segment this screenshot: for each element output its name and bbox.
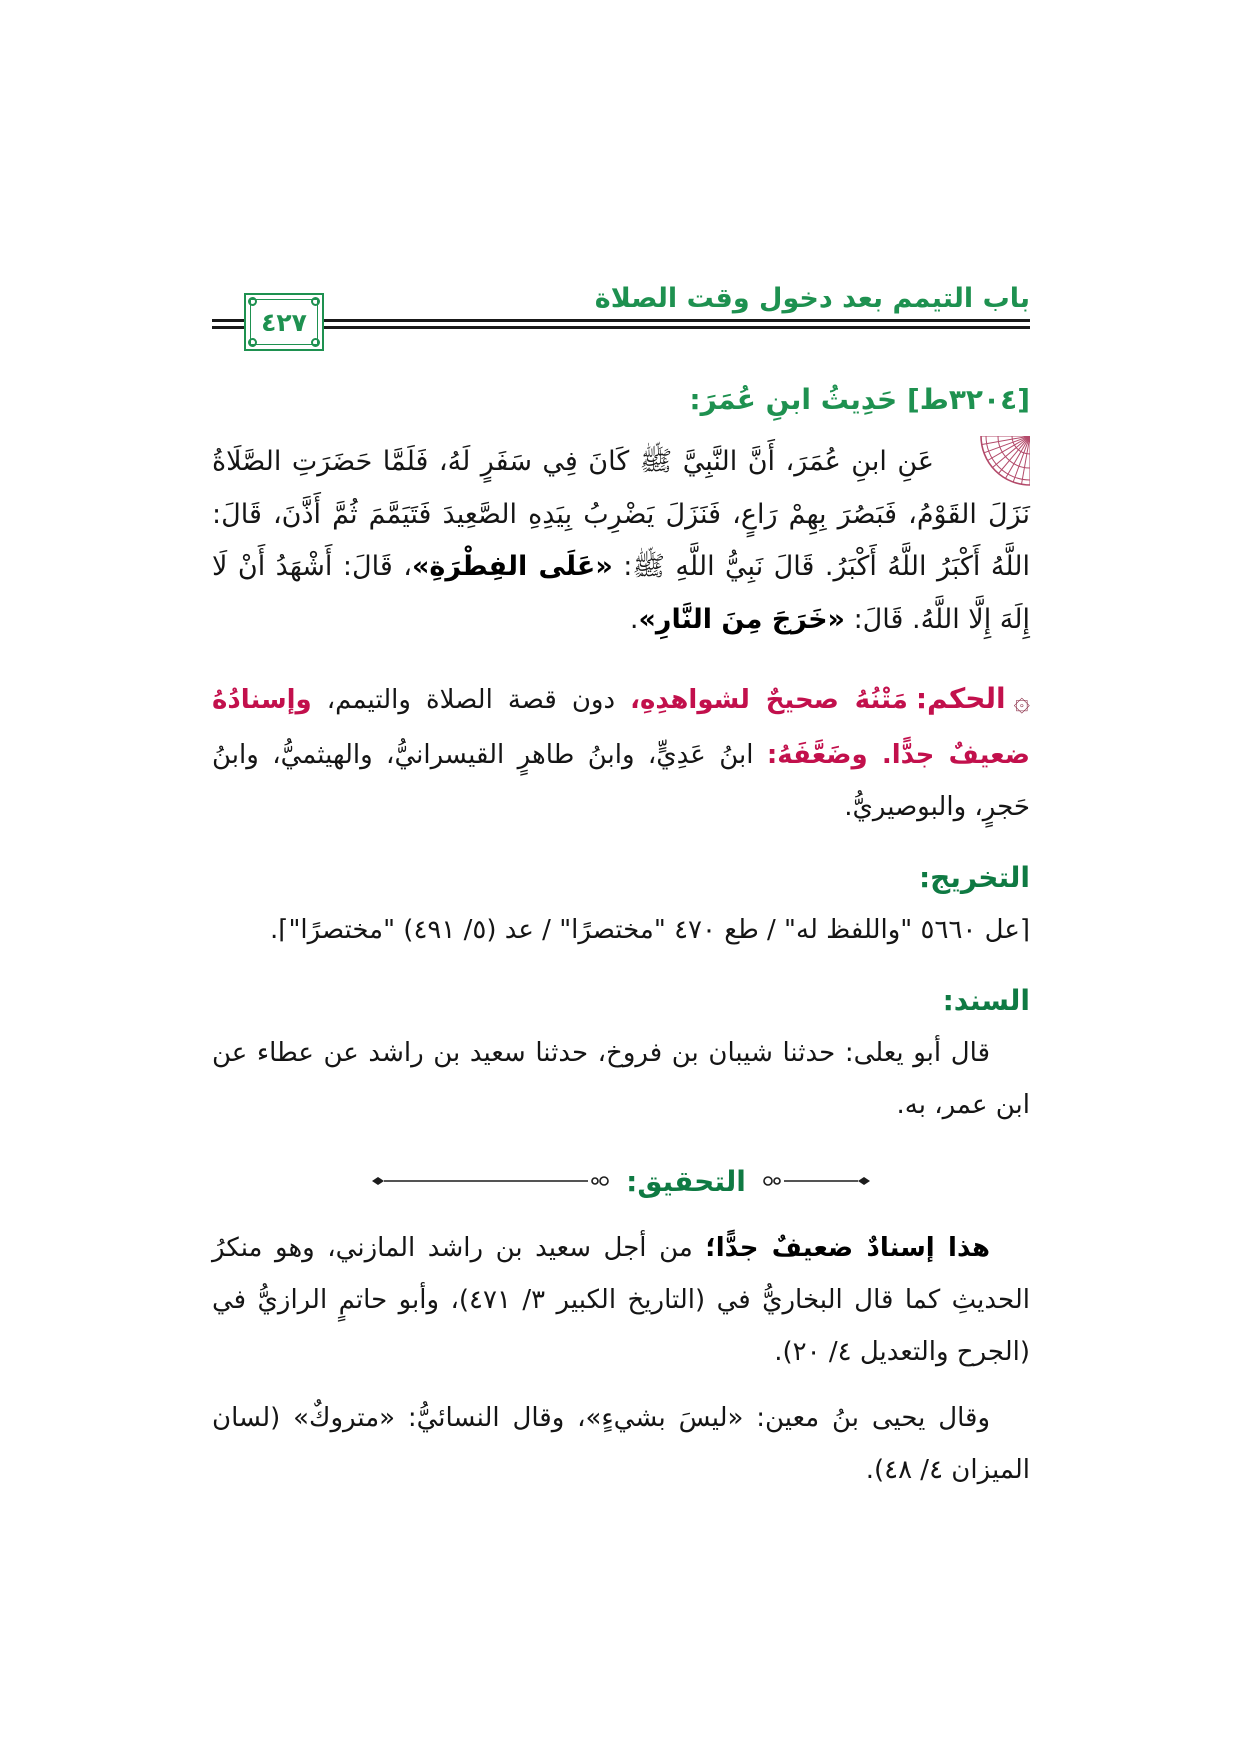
page-content [212, 283, 1030, 1496]
hadith-text-part: . [629, 603, 639, 635]
rosette-icon: ۞ [1013, 683, 1030, 717]
hadith-text-part: عَنِ ابنِ عُمَرَ، أَنَّ النَّبِيَّ ﷺ كَانَ فِي سَفَرٍ لَهُ، فَلَمَّا حَضَرَتِ الصَّلَاةُ نَزَلَ القَوْمُ، فَبَصُرَ بِهِمْ رَاعٍ، فَنَزَلَ يَضْرِبُ بِيَدِهِ الصَّعِيدَ فَتَيَمَّمَ ثُمَّ أَذَّنَ، قَالَ: اللَّهُ أَكْبَرُ اللَّهُ أَكْبَرُ. قَالَ نَبِيُّ اللَّهِ ﷺ: [212, 446, 1030, 583]
page-header [212, 283, 1030, 369]
sanad-heading: السند: [942, 983, 1030, 1017]
hadith-quote-nar: «خَرَجَ مِنَ النَّارِ» [638, 603, 845, 635]
sanad-text: قال أبو يعلى: حدثنا شيبان بن فروخ، حدثنا سعيد بن راشد عن عطاء عن ابن عمر، به. [212, 1037, 1030, 1120]
hadith-text [212, 436, 1030, 647]
tahqiq-para-2: وقال يحيى بنُ معين: «ليسَ بشيءٍ»، وقال النسائيُّ: «متروكٌ» (لسان الميزان ٤/ ٤٨). [212, 1402, 1030, 1485]
tahqiq-para-1 [212, 1222, 1030, 1378]
takhrij-heading: التخريج: [918, 860, 1030, 894]
page-number-box [244, 293, 324, 351]
hadith-number-heading: [٣٢٠٤ط] حَدِيثُ ابنِ عُمَرَ: [689, 383, 1030, 416]
hukm-critics: ابنُ عَدِيٍّ، وابنُ طاهرٍ القيسرانيُّ، والهيثميُّ، وابنُ حَجرٍ، والبوصيريُّ. [212, 739, 1030, 822]
divider-ornament-left [372, 1173, 612, 1189]
tahqiq-label: التحقيق: [626, 1164, 746, 1198]
hukm-verdict-isnad: وإسنادُهُ ضعيفٌ جدًّا. وضَعَّفَهُ: [212, 684, 1030, 770]
header-double-rule [212, 319, 1030, 329]
hukm-section [212, 671, 1030, 833]
tahqiq-detail: من أجل سعيد بن راشد المازني، وهو منكرُ الحديثِ كما قال البخاريُّ في (التاريخ الكبير ٣/ ٤٧١)، وأبو حاتمٍ الرازيُّ في (الجرح والتعديل ٤/ ٢٠). [212, 1232, 1030, 1367]
page-number: ٤٢٧ [261, 307, 307, 337]
hukm-label: الحكم: [915, 681, 1006, 715]
tahqiq-divider [212, 1165, 1030, 1198]
tahqiq-verdict: هذا إسنادٌ ضعيفٌ جدًّا؛ [705, 1232, 990, 1263]
hadith-quote-fitrah: «عَلَى الفِطْرَةِ» [411, 551, 613, 583]
chapter-title: باب التيمم بعد دخول وقت الصلاة [594, 283, 1030, 314]
takhrij-text: ⌈عل ٥٦٦٠ "واللفظ له" / طع ٤٧٠ "مختصرًا" / عد (٥/ ٤٩١) "مختصرًا"⌉. [270, 914, 1030, 945]
divider-ornament-right [760, 1173, 870, 1189]
corner-fan-ornament [948, 436, 1030, 486]
hukm-exception: دون قصة الصلاة والتيمم، [311, 684, 631, 715]
hadith-text-part: ، قَالَ: أَشْهَدُ أَنْ لَا إِلَهَ إِلَّا اللَّهُ. قَالَ: [212, 551, 1030, 635]
hukm-verdict-matn: مَتْنُهُ صحيحٌ لشواهدِهِ، [630, 684, 908, 715]
